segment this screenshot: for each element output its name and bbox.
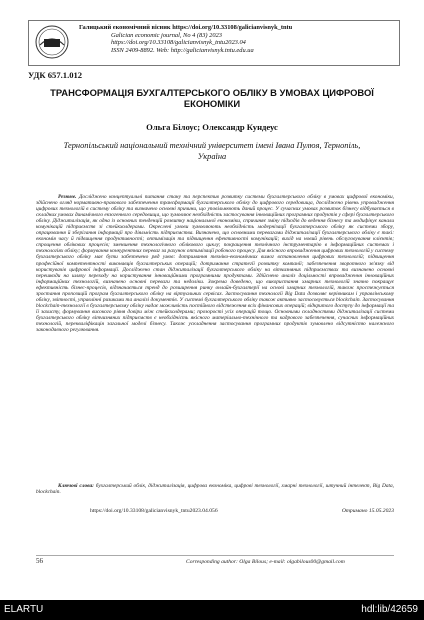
repository-name: ELARTU: [4, 604, 44, 615]
article-authors: Ольга Білоус; Олександр Кундеус: [146, 122, 278, 132]
author-affiliation: Тернопільський національний технічний університет імені Івана Пулюя, Тернопіль, Україна: [63, 141, 361, 161]
journal-issue-line: Galician economic journal, No 4 (83) 2023: [111, 31, 222, 39]
abstract-label: Резюме.: [58, 194, 77, 200]
journal-header-banner: [28, 20, 400, 66]
journal-doi-line: https://doi.org/10.33108/galicianvisnyk_tntu2023.04: [111, 39, 246, 47]
abstract: [36, 194, 394, 333]
journal-header-text: [79, 24, 395, 54]
journal-issn-line: ISSN 2409-8892. Web: http://galicianvisnyk.tntu.edu.ua: [111, 46, 254, 54]
udk-code: УДК 657.1.012: [28, 70, 83, 80]
page-number: 56: [36, 557, 43, 565]
article-title: ТРАНСФОРМАЦІЯ БУХГАЛТЕРСЬКОГО ОБЛІКУ В УМОВАХ ЦИФРОВОЇ ЕКОНОМІКИ: [50, 87, 374, 109]
university-logo-icon: [35, 25, 69, 59]
received-date: Отримано 15.05.2023: [341, 508, 394, 514]
keywords-label: Ключові слова:: [58, 483, 94, 489]
keywords-text: бухгалтерський облік, діджиталізація, цифрова економіка, цифрові технології, хмарні технології, штучний інтелект, Big Data, blockchain.: [36, 483, 394, 496]
journal-title-line: Галицький економічний вісник https://doi.org/10.33108/galicianvisnyk_tntu: [79, 24, 293, 31]
keywords: [36, 483, 394, 495]
article-doi-link[interactable]: https://doi.org/10.33108/galicianvisnyk_tntu2023.04.056: [90, 508, 218, 514]
corresponding-author: Corresponding author: Olga Bilous; e-mail: olgabilous00@gmail.com: [186, 559, 345, 565]
abstract-text: Досліджено концептуальні питання стану та перспектив розвитку системи бухгалтерського обліку в умовах цифрової економіки, здійснено огляд нормативно-правового забезпечення трансформації бухгалтерського обліку до цифрового середовища, досліджено рівень упровадження цифрових технологій в систему обліку та визначено основні причини, що уповільнюють даний процес. У сучасних умовах розвиток бізнесу відбувається в складних умовах динамічного екзогенного середовища, що зумовлює необхідність застосування інноваційних програмних продуктів у сфері бухгалтерського обліку. Діджиталізація, як одна із основних тенденцій розвитку національної економіки, спричиняє зміну підходів до ведення бізнесу та модифікує канали комунікацій підприємств зі стейкхолдерами. Окреслені умови зумовлюють необхідність модернізації бухгалтерського обліку як системи збору, опрацювання й зберігання інформації про діяльність підприємства. Визначено, що основними перевагами діджиталізації бухгалтерського обліку є такі: економія часу й підвищення продуктивності; оптимізація та підвищення ефективності комунікацій; вихід на новий рівень обслуговування клієнтів; спрощення облікових процесів; зменшення технологічного облікового циклу; покращення технічного інструментарію в інформаційних системах і технологіях обліку; формування конкурентних переваг за рахунок оптимізації робочого процесу. Для якісного впровадження цифрових технологій у систему бухгалтерського обліку має бути забезпечено ряд умов: дотримання техніко-економічних вимог встановлення цифрових технологій; підвищення професійної компетентності виконавців бухгалтерських операцій; дотримання стратегії розвитку компанії; забезпечення зворотного зв'язку від користувачів цифрової інформації. Досліджено стан діджиталізації бухгалтерського обліку на вітчизняних підприємствах та визначено основні перешкоди на шляху переходу на користування інноваційними програмними продуктами. Здійснено аналіз доцільності впровадження інноваційних інформаційних технологій, визначено основні переваги та недоліки. Зокрема доведено, що використання хмарних технологій значно покращує ефективність бізнес-процесів, відзначається тренд до розширення ринку онлайн-бухгалтерії на основі хмарних технологій, також простежується зростання пропозицій програм бухгалтерського обліку на віртуальних сервісах. Застосування технології Big Data дозволяє керівникам і управлінському обліку, звітності, управлінні ризиками та аналізі документів. У системі бухгалтерського обліку також активно застосовується blockchain. Застосування blockchain-технології в бухгалтерському обліку надає можливість постійного відстеження всіх фінансових операцій; відкритого доступу до інформації та її захисту, формування високого рівня довіри між стейкхолдерами; прозорості усіх операцій тощо. Основними складностями діджиталізації системи бухгалтерського обліку вітчизняних підприємств є необхідність якісного матеріально-технічного та кадрового забезпечення, сучасних інформаційних технологій, перекваліфікація загальної моделі бізнесу. Також ускладнення застосування програмних продуктів зумовлено відсутністю належного законодавчого регулювання.: [36, 194, 394, 334]
handle-id[interactable]: hdl:lib/42659: [361, 604, 418, 615]
page-footer: [36, 555, 394, 565]
repository-bar: [0, 600, 424, 620]
